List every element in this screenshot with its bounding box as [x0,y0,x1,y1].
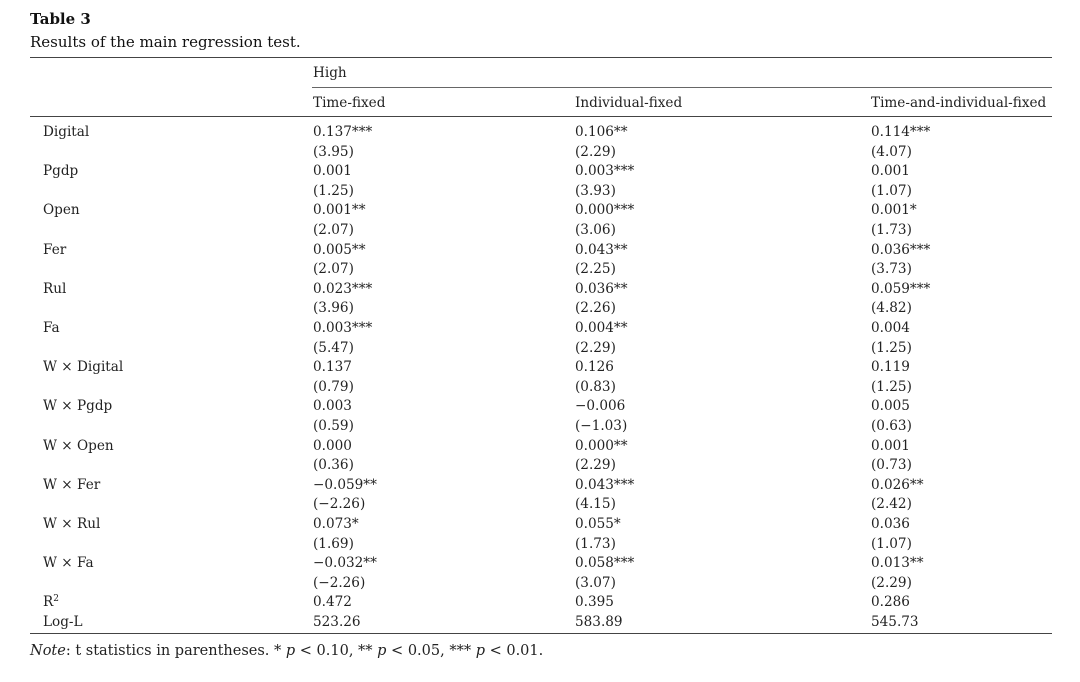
row-label: W × Fa [43,555,94,572]
header-rule [30,116,1052,117]
summary-value-cell: 545.73 [871,614,919,630]
t-statistic-cell: (2.29) [871,574,912,591]
t-statistic-cell: (3.73) [871,261,912,278]
t-statistic-cell: (2.07) [313,261,354,278]
coefficient-cell: 0.023*** [313,280,373,297]
coefficient-cell: 0.004** [575,320,628,336]
row-label: Log-L [43,614,83,630]
summary-value-cell: 0.286 [871,594,910,611]
group-header-rule [312,87,1052,88]
summary-value-cell: 0.472 [313,594,352,611]
t-statistic-cell: (2.29) [575,457,616,474]
coefficient-cell: 0.001 [871,437,910,454]
row-label: W × Digital [43,359,124,376]
column-header-time-fixed: Time-fixed [313,95,386,111]
coefficient-cell: 0.001** [313,202,366,219]
note-p-3: p [475,643,485,659]
coefficient-cell: 0.126 [575,359,614,376]
coefficient-cell: 0.137*** [313,124,373,140]
coefficient-cell: 0.003 [313,398,352,415]
t-statistic-cell: (3.93) [575,182,616,199]
row-label: Rul [43,280,67,297]
row-label: Digital [43,124,90,140]
row-label: Fer [43,241,67,258]
coefficient-cell: 0.114*** [871,124,931,140]
t-statistic-cell: (−2.26) [313,496,366,513]
row-label: W × Pgdp [43,398,113,415]
coefficient-cell: 0.001* [871,202,917,219]
t-statistic-cell: (0.79) [313,378,354,395]
coefficient-cell: 0.001 [871,163,910,180]
coefficient-cell: −0.006 [575,398,626,415]
coefficient-cell: 0.073* [313,516,359,532]
group-header: High [313,65,347,81]
t-statistic-cell: (1.07) [871,535,912,552]
coefficient-cell: 0.058*** [575,555,635,572]
t-statistic-cell: (0.59) [313,418,354,434]
t-statistic-cell: (1.25) [871,378,912,395]
table-note [30,643,543,659]
note-p-2: p [377,643,387,659]
t-statistic-cell: (1.73) [575,535,616,552]
t-statistic-cell: (1.25) [313,182,354,199]
row-label: Pgdp [43,163,79,180]
coefficient-cell: 0.036*** [871,241,931,258]
t-statistic-cell: (−2.26) [313,574,366,591]
coefficient-cell: 0.036 [871,516,910,532]
t-statistic-cell: (4.15) [575,496,616,513]
note-text-3: < 0.05, *** [386,643,476,659]
t-statistic-cell: (1.25) [871,339,912,356]
coefficient-cell: 0.026** [871,476,924,493]
coefficient-cell: 0.005 [871,398,910,415]
row-label-base: R [43,594,54,611]
table-number: Table 3 [30,10,91,28]
t-statistic-cell: (1.73) [871,222,912,238]
t-statistic-cell: (5.47) [313,339,354,356]
coefficient-cell: 0.003*** [313,320,373,336]
row-label [43,594,59,610]
t-statistic-cell: (2.29) [575,339,616,356]
coefficient-cell: 0.000** [575,437,628,454]
summary-value-cell: 0.395 [575,594,614,611]
t-statistic-cell: (3.06) [575,222,616,238]
coefficient-cell: −0.032** [313,555,377,572]
t-statistic-cell: (3.96) [313,300,354,317]
coefficient-cell: −0.059** [313,476,377,493]
t-statistic-cell: (3.07) [575,574,616,591]
coefficient-cell: 0.137 [313,359,352,376]
coefficient-cell: 0.003*** [575,163,635,180]
row-label: W × Open [43,437,114,454]
t-statistic-cell: (2.25) [575,261,616,278]
coefficient-cell: 0.004 [871,320,910,336]
t-statistic-cell: (3.95) [313,143,354,160]
t-statistic-cell: (1.07) [871,182,912,199]
row-label: W × Fer [43,476,101,493]
table-caption: Results of the main regression test. [30,33,301,51]
coefficient-cell: 0.043** [575,241,628,258]
t-statistic-cell: (0.63) [871,418,912,434]
column-header-time-and-individual-fixed: Time-and-individual-fixed [871,95,1047,111]
note-p-1: p [285,643,296,659]
coefficient-cell: 0.000*** [575,202,635,219]
note-text-4: < 0.01. [484,643,544,659]
coefficient-cell: 0.005** [313,241,366,258]
t-statistic-cell: (−1.03) [575,418,628,434]
note-text-2: < 0.10, ** [295,643,378,659]
t-statistic-cell: (1.69) [313,535,354,552]
row-label: Open [43,202,80,219]
coefficient-cell: 0.119 [871,359,910,376]
t-statistic-cell: (0.73) [871,457,912,474]
summary-value-cell: 583.89 [575,614,623,630]
coefficient-cell: 0.055* [575,516,621,532]
top-rule [30,57,1052,58]
row-label-superscript: 2 [53,594,59,605]
row-label: Fa [43,320,60,336]
coefficient-cell: 0.001 [313,163,352,180]
bottom-rule [30,633,1052,634]
row-label: W × Rul [43,516,101,532]
coefficient-cell: 0.106** [575,124,628,140]
note-prefix: Note [30,643,66,659]
coefficient-cell: 0.043*** [575,476,635,493]
t-statistic-cell: (0.83) [575,378,616,395]
t-statistic-cell: (0.36) [313,457,354,474]
t-statistic-cell: (4.07) [871,143,912,160]
t-statistic-cell: (2.07) [313,222,354,238]
coefficient-cell: 0.059*** [871,280,931,297]
t-statistic-cell: (2.42) [871,496,912,513]
coefficient-cell: 0.000 [313,437,352,454]
column-header-individual-fixed: Individual-fixed [575,95,683,111]
note-text-1: : t statistics in parentheses. * [65,643,286,659]
coefficient-cell: 0.013** [871,555,924,572]
t-statistic-cell: (2.26) [575,300,616,317]
t-statistic-cell: (2.29) [575,143,616,160]
coefficient-cell: 0.036** [575,280,628,297]
summary-value-cell: 523.26 [313,614,361,630]
t-statistic-cell: (4.82) [871,300,912,317]
